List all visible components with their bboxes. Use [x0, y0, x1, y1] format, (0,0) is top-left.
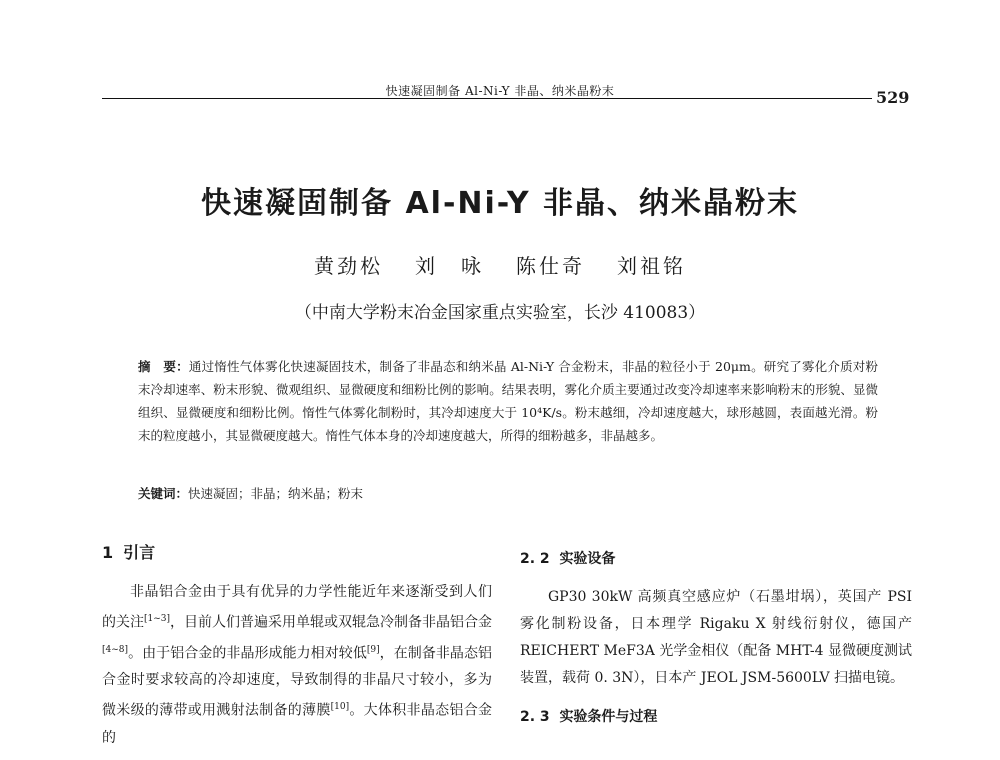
keywords-text: 快速凝固；非晶；纳米晶；粉末	[188, 486, 364, 501]
citation: [1~3]	[144, 614, 171, 624]
keywords	[138, 484, 878, 502]
subsection-title: 实验条件与过程	[559, 709, 658, 725]
body-text: 。大体积非晶态铝合金的	[102, 702, 492, 746]
subsection-title: 实验设备	[559, 551, 616, 567]
body-text: 。由于铝合金的非晶形成能力相对较低	[128, 645, 367, 662]
running-header: 快速凝固制备 Al-Ni-Y 非晶、纳米晶粉末	[385, 84, 615, 98]
subsection-number: 2. 2	[520, 551, 550, 567]
author: 黄劲松	[314, 254, 383, 278]
right-column	[520, 540, 912, 742]
citation: [4~8]	[102, 644, 129, 655]
header-rule	[102, 98, 872, 99]
author-list	[0, 250, 1000, 279]
author: 刘 咏	[415, 254, 484, 278]
subsection-heading	[520, 548, 912, 568]
subsection-heading	[520, 706, 912, 726]
citation: [9]	[366, 644, 380, 655]
body-text: ，目前人们普遍采用单辊或双辊急冷制备非晶铝合金	[170, 614, 493, 631]
citation: [10]	[330, 702, 350, 713]
author: 陈仕奇	[516, 254, 585, 278]
keywords-label: 关键词：	[138, 486, 189, 501]
section-number: 1	[102, 543, 114, 562]
equipment-paragraph: GP30 30kW 高频真空感应炉（石墨坩埚），英国产 PSI 雾化制粉设备，日本理学 Rigaku X 射线衍射仪，德国产 REICHERT MeF3A 光学金相仪（配备 MHT-4 显微硬度测试装置，载荷 0. 3N），日本产 JEOL JSM-5600LV 扫描电镜。	[520, 589, 912, 686]
subsection-number: 2. 3	[520, 709, 550, 725]
body-text: 非晶铝合金由于具有优异的力学性能近年来逐渐受到人们的关注	[102, 584, 492, 631]
body-text: ，在制备非晶态铝合金时要求较高的冷却速度，导致制得的非晶尺寸较小，多为微米级的薄带或用溅射法制备的薄膜	[102, 645, 493, 719]
abstract-label: 摘 要：	[138, 359, 189, 374]
left-column	[102, 540, 492, 752]
page-number: 529	[876, 88, 910, 107]
section-heading	[102, 540, 492, 563]
affiliation: （中南大学粉末冶金国家重点实验室，长沙 410083）	[294, 303, 706, 323]
section-title: 引言	[123, 543, 156, 562]
abstract-text: 通过惰性气体雾化快速凝固技术，制备了非晶态和纳米晶 Al-Ni-Y 合金粉末，非晶的粒径小于 20μm。研究了雾化介质对粉末冷却速率、粉末形貌、微观组织、显微硬度和细粉比例的影响。结果表明，雾化介质主要通过改变冷却速率来影响粉末的形貌、显微组织、显微硬度和细粉比例。惰性气体雾化制粉时，其冷却速度大于 10⁴K/s。粉末越细，冷却速度越大，球形越圆，表面越光滑。粉末的粒度越小，其显微硬度越大。惰性气体本身的冷却速度越大，所得的细粉越多，非晶越多。	[138, 359, 878, 443]
paper-title: 快速凝固制备 Al-Ni-Y 非晶、纳米晶粉末	[201, 186, 799, 221]
introduction-paragraph	[102, 579, 492, 752]
author: 刘祖铭	[617, 254, 686, 278]
abstract	[138, 355, 878, 447]
